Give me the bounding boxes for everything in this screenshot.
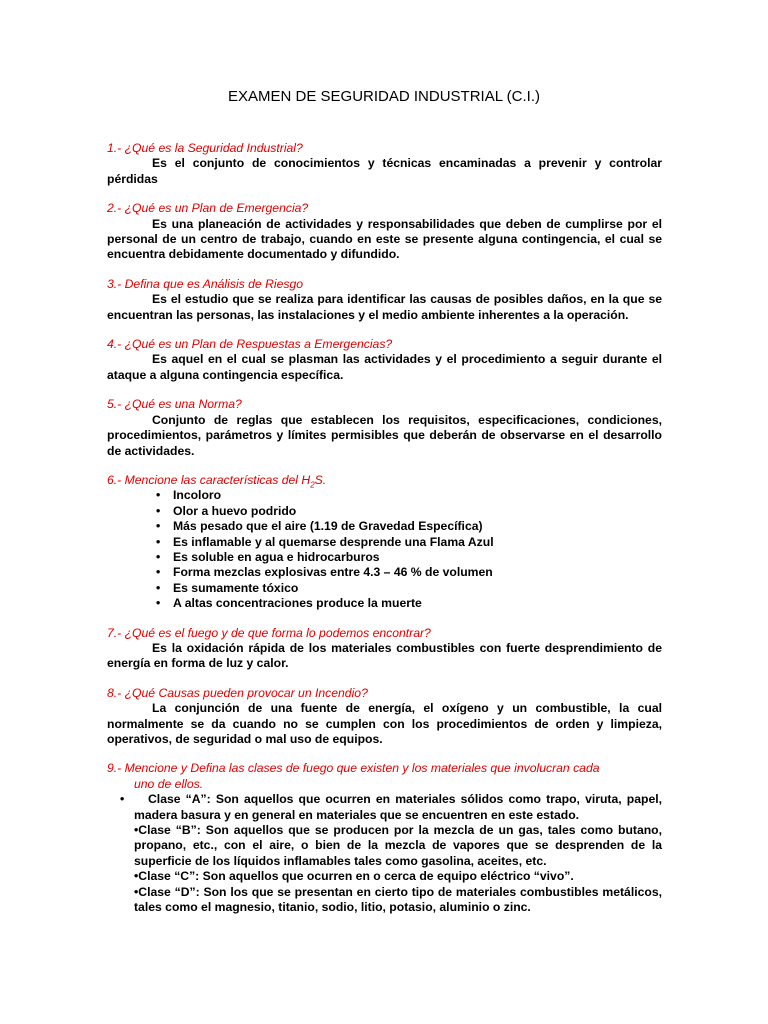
question-5: 5.- ¿Qué es una Norma?: [107, 397, 242, 412]
list-item: • Olor a huevo podrido: [156, 504, 662, 519]
list-item: • Forma mezclas explosivas entre 4.3 – 46 % de volumen: [156, 565, 662, 580]
fire-class-d-text: Clase “D”: Son los que se presentan en cierto tipo de materiales combustibles metálicos, tales como el magnesio, titanio, sodio, litio, potasio, aluminio o zinc.: [134, 884, 662, 915]
fire-class-c-text: Clase “C”: Son aquellos que ocurren en o cerca de equipo eléctrico “vivo”.: [138, 869, 574, 884]
exam-body: [107, 141, 662, 915]
list-item: • A altas concentraciones produce la muerte: [156, 596, 662, 611]
list-item: • Es inflamable y al quemarse desprende una Flama Azul: [156, 535, 662, 550]
question-6-suffix: S.: [314, 472, 327, 487]
question-4: 4.- ¿Qué es un Plan de Respuestas a Emergencias?: [107, 337, 393, 352]
answer-4: Es aquel en el cual se plasman las actividades y el procedimiento a seguir durante el ataque a alguna contingencia específica.: [107, 352, 662, 382]
h2s-characteristics-list: [107, 488, 662, 611]
question-9-line-1: 9.- Mencione y Defina las clases de fuego que existen y los materiales que involucran cada: [107, 761, 600, 776]
question-2: 2.- ¿Qué es un Plan de Emergencia?: [107, 201, 309, 216]
question-6: [107, 473, 662, 488]
fire-class-c: [107, 869, 662, 884]
question-3: 3.- Defina que es Análisis de Riesgo: [107, 276, 304, 291]
answer-3: Es el estudio que se realiza para identificar las causas de posibles daños, en la que se encuentran las personas, las instalaciones y el medio ambiente inherentes a la operación.: [107, 292, 662, 322]
answer-2: Es una planeación de actividades y responsabilidades que deben de cumplirse por el personal de un centro de trabajo, cuando en este se presente alguna contingencia, el cual se encuentra debidamente documentado y difundido.: [107, 216, 662, 262]
answer-8: La conjunción de una fuente de energía, el oxígeno y un combustible, la cual normalmente se da cuando no se cumplen con los procedimientos de orden y limpieza, operativos, de seguridad o mal uso de equipos.: [107, 701, 662, 746]
list-item: • Es sumamente tóxico: [156, 581, 662, 596]
question-6-subscript: 2: [310, 480, 315, 490]
question-1: 1.- ¿Qué es la Seguridad Industrial?: [107, 141, 303, 155]
question-8: 8.- ¿Qué Causas pueden provocar un Incendio?: [107, 685, 368, 700]
fire-class-b-text: Clase “B”: Son aquellos que se producen por la mezcla de un gas, tales como butano, propano, etc., con el aire, o bien de la mezcla de vapores que se desprenden de la superficie de los líquidos inflamables tales como gasolina, aceites, etc.: [134, 823, 662, 868]
answer-1: Es el conjunto de conocimientos y técnicas encaminadas a prevenir y controlar pérdidas: [107, 156, 662, 186]
list-item: • Es soluble en agua e hidrocarburos: [156, 550, 662, 565]
question-6-prefix: 6.- Mencione las características del H: [107, 472, 311, 487]
fire-class-a: • Clase “A”: Son aquellos que ocurren en materiales sólidos como trapo, viruta, papel, madera basura y en general en materiales que se encuentren en este estado.: [107, 792, 662, 823]
question-7: 7.- ¿Qué es el fuego y de que forma lo podemos encontrar?: [107, 625, 431, 640]
fire-class-d: [107, 885, 662, 916]
answer-5: Conjunto de reglas que establecen los requisitos, especificaciones, condiciones, procedimientos, parámetros y límites permisibles que deberán de observarse en el desarrollo de actividades.: [107, 412, 662, 458]
question-9: [107, 761, 662, 792]
list-item: • Incoloro: [156, 488, 662, 503]
answer-7: Es la oxidación rápida de los materiales combustibles con fuerte desprendimiento de energía en forma de luz y calor.: [107, 640, 662, 671]
question-9-line-2: uno de ellos.: [134, 776, 204, 791]
list-item: • Más pesado que el aire (1.19 de Gravedad Específica): [156, 519, 662, 534]
fire-class-b: [107, 823, 662, 869]
page-title: EXAMEN DE SEGURIDAD INDUSTRIAL (C.I.): [228, 88, 540, 105]
